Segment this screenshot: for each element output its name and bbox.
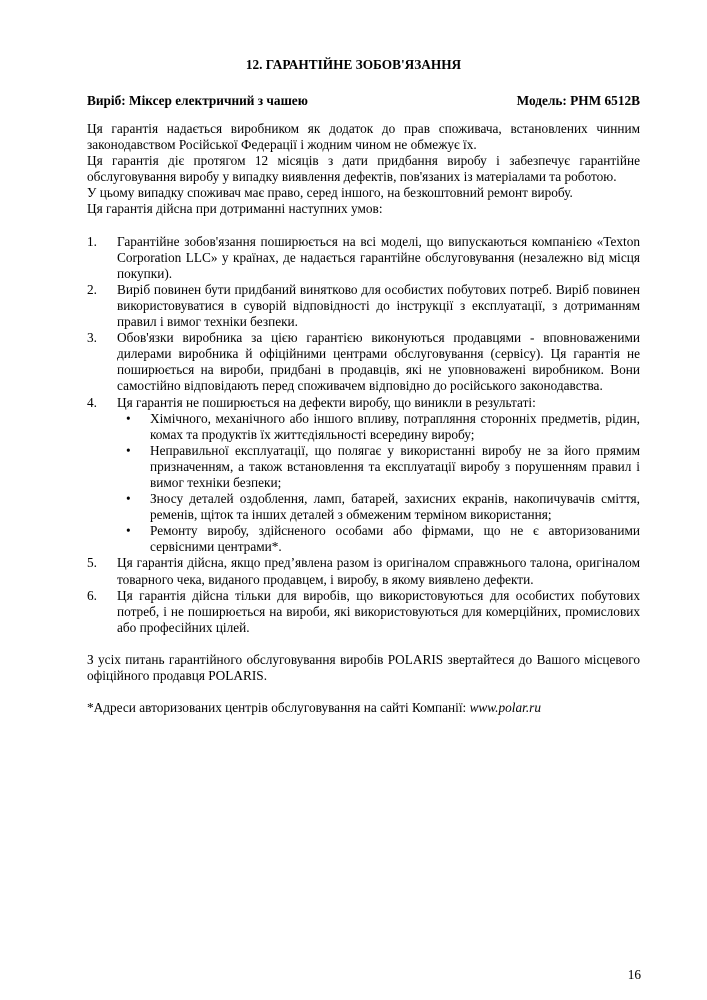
- bullet-icon: •: [126, 491, 131, 507]
- condition-text: Гарантійне зобов'язання поширюється на всі моделі, що випускаються компанією «Texton Corporation LLC» у країнах, де надається гарантійне обслуговування (незалежно від місця покупки).: [117, 233, 640, 281]
- exclusion-text: Зносу деталей оздоблення, ламп, батарей, захисних екранів, накопичувачів сміття, ременів, щіток та інших деталей з обмеженим терміном використання;: [150, 491, 640, 523]
- exclusion-item: [117, 443, 640, 491]
- product-label: Виріб: Міксер електричний з чашею: [87, 93, 308, 108]
- condition-number: 6.: [87, 587, 97, 603]
- section-title: 12. ГАРАНТІЙНЕ ЗОБОВ'ЯЗАННЯ: [245, 57, 462, 72]
- condition-item: [87, 330, 640, 394]
- bullet-icon: •: [126, 523, 131, 539]
- intro-paragraph: Ця гарантія діє протягом 12 місяців з дати придбання виробу і забезпечує гарантійне обслуговування виробу у випадку виявлення дефектів, пов'язаних із матеріалами та роботою.: [87, 153, 640, 185]
- exclusion-text: Неправильної експлуатації, що полягає у використанні виробу не за його прямим призначенням, а також встановлення та експлуатації виробу з порушенням правил і вимог техніки безпеки;: [150, 442, 640, 490]
- condition-item: [87, 395, 640, 556]
- bullet-icon: •: [126, 442, 131, 458]
- exclusion-item: [117, 491, 640, 523]
- exclusions-list: [117, 411, 640, 556]
- exclusion-item: [117, 411, 640, 443]
- condition-number: 4.: [87, 394, 97, 410]
- condition-text: Ця гарантія не поширюється на дефекти виробу, що виникли в результаті:: [117, 394, 536, 410]
- condition-text: Ця гарантія дійсна тільки для виробів, що використовуються для особистих побутових потреб, і не поширюється на вироби, які використовуються для комерційних, промислових або професійних цілей.: [117, 587, 640, 635]
- website-link[interactable]: www.polar.ru: [469, 700, 541, 716]
- condition-item: [87, 234, 640, 282]
- condition-item: [87, 588, 640, 636]
- intro-paragraph: Ця гарантія надається виробником як додаток до прав споживача, встановлених чинним законодавством Російської Федерації і жодним чином не обмежує їх.: [87, 121, 640, 153]
- condition-text: Виріб повинен бути придбаний винятково для особистих побутових потреб. Виріб повинен використовуватися в суворій відповідності до інструкції з експлуатації, з дотриманням правил і вимог техніки безпеки.: [117, 281, 640, 330]
- warranty-body: [87, 121, 640, 716]
- conditions-intro: Ця гарантія дійсна при дотриманні наступних умов:: [87, 201, 383, 217]
- page-number: 16: [627, 967, 641, 982]
- condition-text: Ця гарантія дійсна, якщо пред’явлена разом із оригіналом справжнього талона, оригіналом товарного чека, виданого продавцем, і виробу, в якому виявлено дефекти.: [117, 555, 640, 587]
- exclusion-text: Хімічного, механічного або іншого впливу, потрапляння сторонніх предметів, рідин, комах та продуктів їх життєдіяльності всередину виробу;: [150, 410, 640, 442]
- condition-number: 2.: [87, 281, 97, 297]
- bullet-icon: •: [126, 410, 131, 426]
- condition-number: 5.: [87, 555, 97, 571]
- condition-number: 1.: [87, 233, 97, 249]
- intro-paragraph: У цьому випадку споживач має право, серед іншого, на безкоштовний ремонт виробу.: [87, 185, 573, 201]
- condition-text: Обов'язки виробника за цією гарантією виконуються продавцями - вповноваженими дилерами виробника й офіційними центрами обслуговування (сервісу). Ця гарантія не поширюється на вироби, придбані в продавців, які не уповноважені виробником. Вони самостійно відповідають перед споживачем відповідно до російського законодавства.: [117, 330, 640, 394]
- exclusion-text: Ремонту виробу, здійсненого особами або фірмами, що не є авторизованими сервісними центрами*.: [150, 523, 640, 555]
- footnote: [87, 700, 640, 716]
- footnote-text: *Адреси авторизованих центрів обслуговування на сайті Компанії:: [87, 700, 470, 716]
- contact-paragraph: З усіх питань гарантійного обслуговування виробів POLARIS звертайтеся до Вашого місцевого офіційного продавця POLARIS.: [87, 651, 640, 683]
- condition-number: 3.: [87, 330, 97, 346]
- exclusion-item: [117, 523, 640, 555]
- model-label: Модель: PHM 6512B: [516, 93, 640, 108]
- intro-block: [87, 121, 640, 218]
- conditions-list: [87, 234, 640, 636]
- condition-item: [87, 282, 640, 330]
- condition-item: [87, 555, 640, 587]
